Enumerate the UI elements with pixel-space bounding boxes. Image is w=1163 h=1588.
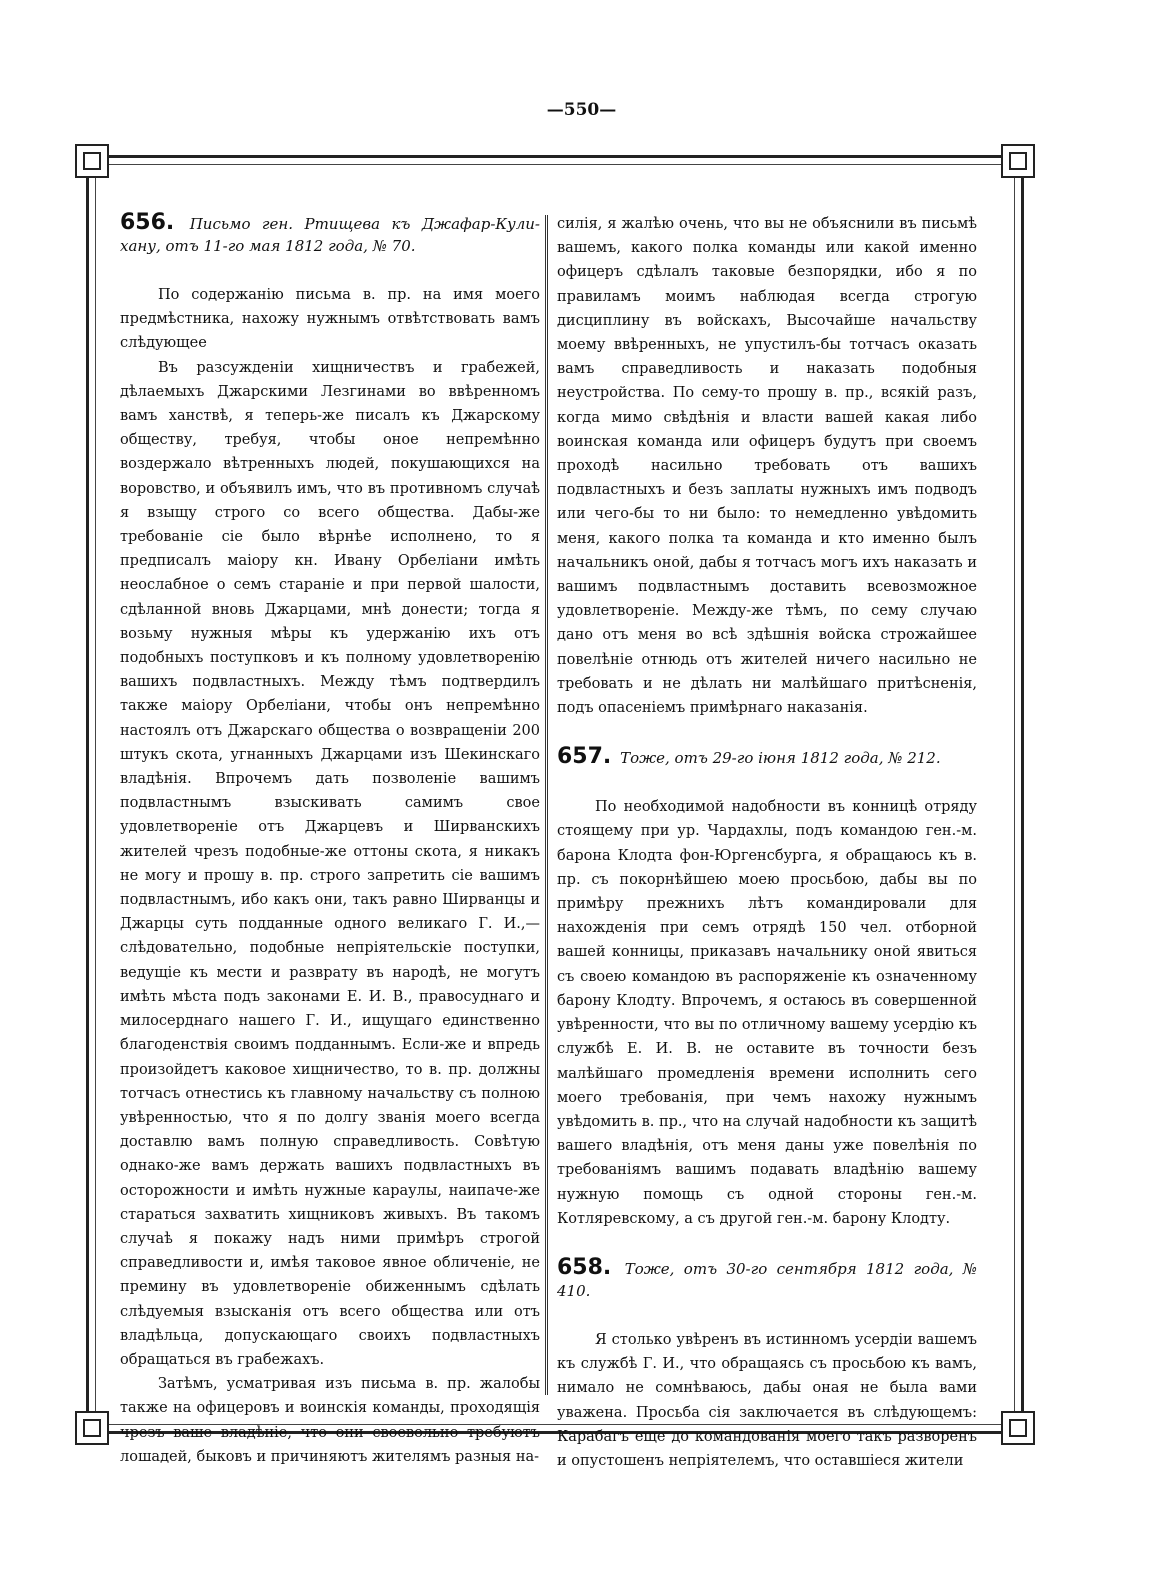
frame-corner-ornament-icon [1001, 1411, 1035, 1445]
column-divider [545, 215, 548, 1395]
frame-corner-ornament-icon [1001, 144, 1035, 178]
paragraph: По необходимой надобности въ конницѣ отряду стоящему при ур. Чардахлы, подъ командою ген.-м. барона Клодта фон-Юргенсбурга, я обращаюсь къ в. пр. съ покорнѣйшею моею просьбою, дабы вы по примѣру прежнихъ лѣтъ командировали для нахожденія при семъ отрядѣ 150 чел. отборной вашей конницы, приказавъ начальнику оной явиться съ своею командою въ распоряженіе къ означенному барону Клодту. Впрочемъ, я остаюсь въ совершенной увѣренности, что вы по отличному вашему усердію къ службѣ Е. И. В. не оставите въ точности безъ малѣйшаго промедленія времени исполнить сего моего требованія, при чемъ нахожу нужнымъ увѣдомить в. пр., что на случай надобности къ защитѣ вашего владѣнія, отъ меня даны уже повелѣнія по требованіямъ вашимъ подавать владѣнію вашему нужную помощь съ одной стороны ген.-м. Котляревскому, а съ другой ген.-м. барону Клодту. [557, 799, 977, 1227]
paragraph-continuation: силія, я жалѣю очень, что вы не объяснили въ письмѣ вашемъ, какого полка команды или какой именно офицеръ сдѣлалъ таковые безпорядки, ибо я по правиламъ моимъ наблюдая всегда строгую дисциплину въ войскахъ, Высочайше начальству моему ввѣренныхъ, не упустилъ-бы тотчасъ оказать вамъ справедливость и наказать подобныя неустройства. По сему-то прошу в. пр., всякій разъ, когда мимо свѣдѣнія и власти вашей какая либо воинская команда или офицеръ будутъ при своемъ проходѣ насильно требовать отъ вашихъ подвластныхъ и безъ заплаты нужныхъ имъ подводъ или чего-бы то ни было: то немедленно увѣдомить меня, какого полка та команда и кто именно былъ начальникъ оной, дабы я тотчасъ могъ ихъ наказать и вашимъ подвластнымъ доставить всевозможное удовлетвореніе. Между-же тѣмъ, по сему случаю дано отъ меня во всѣ здѣшнія войска строжайшее повелѣніе отнюдь отъ жителей ничего насильно не требовать и не дѣлать ни малѣйшаго притѣсненія, подъ опасеніемъ примѣрнаго наказанія. [557, 216, 977, 717]
left-column [120, 212, 540, 1469]
entry-number: 656. [120, 210, 175, 235]
frame-corner-ornament-icon [75, 1411, 109, 1445]
entry-heading-657 [557, 746, 977, 769]
paragraph: Въ разсужденіи хищничествъ и грабежей, дѣлаемыхъ Джарскими Лезгинами во ввѣренномъ вамъ ханствѣ, я теперь-же писалъ къ Джарскому обществу, требуя, чтобы оное непремѣнно воздержало вѣтренныхъ людей, покушающихся на воровство, и объявилъ имъ, что въ противномъ случаѣ я взыщу строго со всего общества. Дабы-же требованіе сіе было вѣрнѣе исполнено, то я предписалъ маіору кн. Ивану Орбеліани имѣть неослабное о семъ стараніе и при первой шалости, сдѣланной вновь Джарцами, мнѣ донести; тогда я возьму нужныя мѣры къ удержанію ихъ отъ подобныхъ поступковъ и къ полному удовлетворенію вашихъ подвластныхъ. Между тѣмъ подтвердилъ также маіору Орбеліани, чтобы онъ непремѣнно настоялъ отъ Джарскаго общества о возвращеніи 200 штукъ скота, угнанныхъ Джарцами изъ Шекинскаго владѣнія. Впрочемъ дать позволеніе вашимъ подвластнымъ взыскивать самимъ свое удовлетвореніе отъ Джарцевъ и Ширванскихъ жителей чрезъ подобные-же оттоны скота, я никакъ не могу и прошу в. пр. строго запретить сіе вашимъ подвластнымъ, ибо какъ они, такъ равно Ширванцы и Джарцы суть подданные одного великаго Г. И.,— слѣдовательно, подобные непріятельскіе поступки, ведущіе къ мести и разврату въ народѣ, не могутъ имѣть мѣста подъ законами Е. И. В., правосуднаго и милосерднаго нашего Г. И., ищущаго единственно благоденствія своимъ подданнымъ. Если-же и впредь произойдетъ каковое хищничество, то в. пр. должны тотчасъ отнестись къ главному начальству съ полною увѣренностью, что я по долгу званія моего всегда доставлю вамъ полную справедливость. Совѣтую однако-же вамъ держать вашихъ подвластныхъ въ осторожности и имѣть нужные караулы, наипаче-же стараться захватить хищниковъ живыхъ. Въ такомъ случаѣ я покажу надъ ними примѣръ строгой справедливости и, имѣя таковое явное обличеніе, не премину въ удовлетвореніе обиженнымъ сдѣлать слѣдуемыя взысканія отъ всего общества или отъ владѣльца, допускающаго своихъ подвластныхъ обращаться въ грабежахъ. [120, 359, 540, 1368]
paragraph: По содержанію письма в. пр. на имя моего предмѣстника, нахожу нужнымъ отвѣтствовать вамъ слѣдующее [120, 287, 540, 352]
entry-number: 658. [557, 1254, 612, 1280]
entry-heading-658 [557, 1254, 977, 1302]
frame-corner-ornament-icon [75, 144, 109, 178]
entry-heading-text: Письмо ген. Ртищева къ Джафар-Кули-хану, отъ 11-го мая 1812 года, № 70. [120, 215, 540, 255]
entry-heading-text: Тоже, отъ 30-го сентября 1812 года, № 410. [557, 1259, 977, 1300]
entry-number: 657. [557, 744, 612, 770]
page-number: —550— [546, 100, 617, 120]
paragraph: Я столько увѣренъ въ истинномъ усердіи вашемъ къ службѣ Г. И., что обращаясь съ просьбою къ вамъ, нимало не сомнѣваюсь, дабы оная не была вами уважена. Просьба сія заключается въ слѣдующемъ: Карабагъ еще до командованія моего такъ разворенъ и опустошенъ непріятелемъ, что оставшіеся жители [557, 1331, 977, 1469]
entry-heading-text: Тоже, отъ 29-го іюня 1812 года, № 212. [620, 749, 941, 768]
right-column [557, 212, 977, 1473]
entry-heading-656 [120, 212, 540, 257]
paragraph: Затѣмъ, усматривая изъ письма в. пр. жалобы также на офицеровъ и воинскія команды, проходящія чрезъ ваше владѣніе, что они своевольно требуютъ лошадей, быковъ и причиняютъ жителямъ разныя на- [120, 1376, 540, 1465]
